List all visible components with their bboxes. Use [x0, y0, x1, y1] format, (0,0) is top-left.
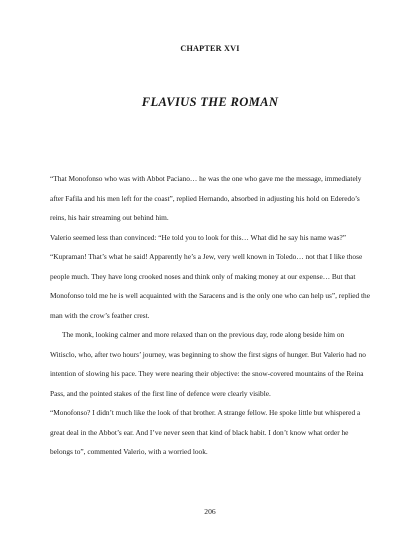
paragraph-2: Valerio seemed less than convinced: “He told you to look for this… What did he say his name was?” [50, 232, 346, 242]
paragraph-1: “That Monofonso who was with Abbot Paciano… he was the one who gave me the message, immediately after Fafila and his men left for the coast”, replied Hernando, absorbed in adjusting his hold on Ederedo’s reins, his hair streaming out behind him. [50, 174, 362, 222]
chapter-title: FLAVIUS THE ROMAN [141, 95, 279, 109]
chapter-body [50, 169, 371, 462]
page-number: 206 [204, 507, 216, 516]
paragraph-3: “Kupraman! That’s what he said! Apparently he’s a Jew, very well known in Toledo… not that I like those people much. They have long crooked noses and think only of making money at our expense… But that Monofonso told me he is well acquainted with the Saracens and is the only one who can help us”, replied the man with the crow’s feather crest. [50, 252, 370, 320]
chapter-number: CHAPTER XVI [180, 44, 240, 53]
paragraph-5: “Monofonso? I didn’t much like the look of that brother. A strange fellow. He spoke little but whispered a great deal in the Abbot’s ear. And I’ve never seen that kind of black habit. I don’t know what order he belongs to”, commented Valerio, with a worried look. [50, 408, 361, 456]
paragraph-4: The monk, looking calmer and more relaxed than on the previous day, rode along beside him on Witisclo, who, after two hours’ journey, was beginning to show the first signs of hunger. But Valerio had no intention of slowing his pace. They were nearing their objective: the snow-covered mountains of the Reina Pass, and the pointed stakes of the first line of defence were clearly visible. [50, 330, 366, 398]
